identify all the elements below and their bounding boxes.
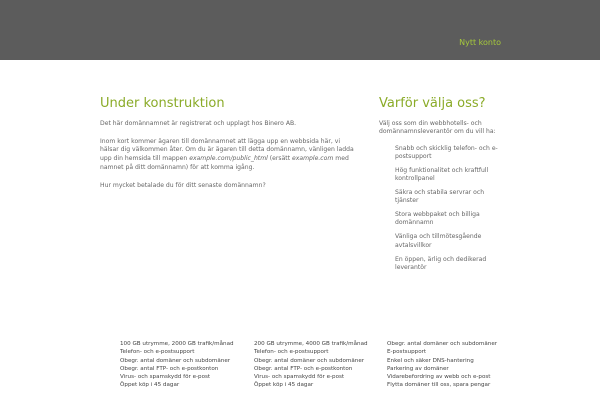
- feature-item: Virus- och spamskydd för e-post: [120, 374, 211, 381]
- benefit-item: En öppen, ärlig och dedikerad leverantör: [395, 255, 487, 271]
- feature-item: 100 GB utrymme, 2000 GB trafik/månad: [120, 341, 234, 347]
- instructions-paragraph: [100, 138, 360, 173]
- feature-item: Vidarebefordring av webb och e-post: [387, 374, 491, 381]
- footer-plan-1: [120, 340, 238, 390]
- feature-item: Öppet köp i 45 dagar: [254, 382, 314, 389]
- feature-item: Obegr. antal domäner och subdomäner: [120, 357, 231, 364]
- footer-plan-2: [254, 340, 372, 390]
- instructions-text-2: (ersätt: [267, 155, 293, 163]
- aside-intro: Välj oss som din webbhotells- och domännamnsleverantör om du vill ha:: [379, 120, 496, 136]
- feature-item: Obegr. antal FTP- och e-postkonton: [254, 365, 353, 372]
- intro-paragraph: Det här domännamnet är registrerat och upplagt hos Binero AB.: [100, 120, 297, 127]
- page-title: Under konstruktion: [100, 96, 225, 111]
- main-content: [100, 96, 360, 199]
- footer-domains: [387, 340, 517, 390]
- new-account-link[interactable]: Nytt konto: [459, 38, 501, 47]
- feature-item: Flytta domäner till oss, spara pengar: [387, 382, 491, 389]
- benefit-item: Stora webbpaket och billiga domännamn: [395, 211, 480, 227]
- why-choose-us: [379, 96, 509, 278]
- feature-item: Obegr. antal domäner och subdomäner: [254, 357, 365, 364]
- feature-item: Virus- och spamskydd för e-post: [254, 374, 345, 381]
- benefits-list: [379, 145, 509, 273]
- price-question: Hur mycket betalade du för ditt senaste domännamn?: [100, 181, 266, 189]
- instructions-text-1: Inom kort kommer ägaren till domännamnet att lägga upp en webbsida här, vi hälsar dig välkommen åter. Om du är ägaren till detta domännamn, vänligen ladda upp din hemsida till mappen: [100, 137, 354, 163]
- benefit-item: Hög funktionalitet och kraftfull kontrollpanel: [395, 166, 489, 183]
- top-bar: [0, 0, 600, 60]
- aside-title: Varför välja oss?: [379, 96, 486, 111]
- feature-item: 200 GB utrymme, 4000 GB trafik/månad: [254, 341, 368, 347]
- feature-item: Enkel och säker DNS-hantering: [387, 357, 474, 364]
- benefit-item: Snabb och skicklig telefon- och e-postsupport: [395, 144, 498, 160]
- feature-item: Parkering av domäner: [387, 365, 449, 372]
- feature-item: Obegr. antal FTP- och e-postkonton: [120, 365, 219, 372]
- instructions-text-3: med namnet på ditt domännamn) för att komma igång.: [100, 155, 349, 171]
- benefit-item: Vänliga och tillmötesgående avtalsvillkor: [395, 233, 482, 249]
- benefit-item: Säkra och stabila servrar och tjänster: [395, 188, 485, 205]
- footer: [0, 340, 600, 400]
- example-domain: example.com: [292, 155, 334, 163]
- feature-item: Obegr. antal domäner och subdomäner: [387, 341, 498, 347]
- feature-item: Telefon- och e-postsupport: [254, 349, 329, 356]
- feature-item: Telefon- och e-postsupport: [120, 349, 195, 356]
- feature-item: E-postsupport: [387, 349, 427, 356]
- public-html-path: example.com/public_html: [189, 155, 268, 163]
- feature-item: Öppet köp i 45 dagar: [120, 382, 180, 389]
